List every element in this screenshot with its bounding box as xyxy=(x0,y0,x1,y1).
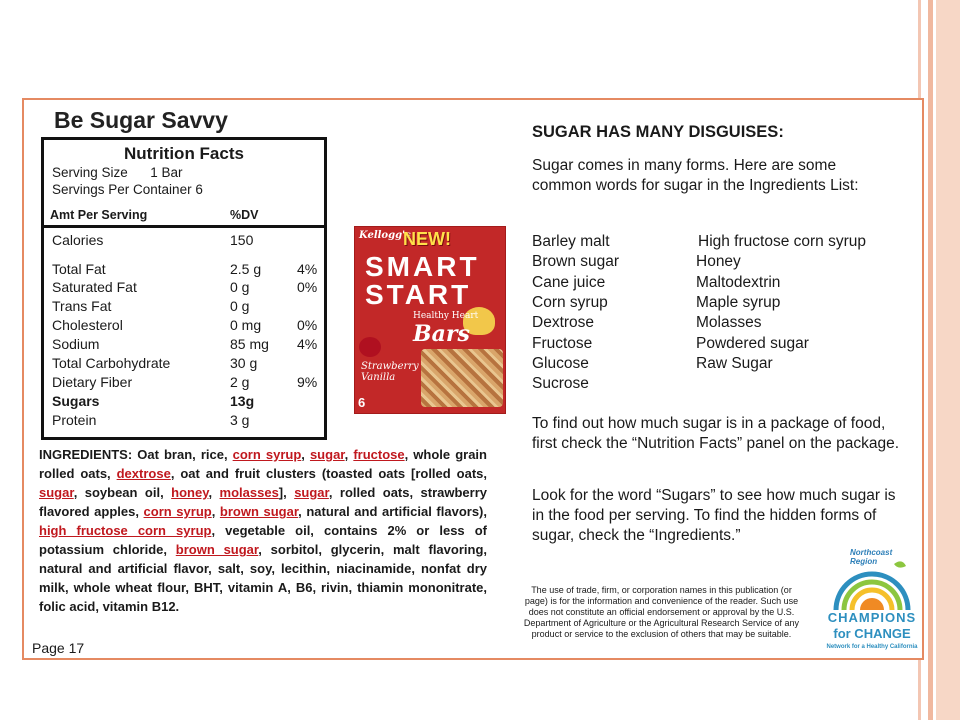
nutrient-name: Calories xyxy=(52,232,104,248)
nutrient-percent: 4% xyxy=(297,261,318,277)
ingredient-text: , xyxy=(301,447,310,462)
strawberry-icon xyxy=(359,337,381,357)
cereal-bar-picture xyxy=(421,349,503,407)
nutrient-percent: 9% xyxy=(297,374,318,390)
page-title: Be Sugar Savvy xyxy=(54,107,228,133)
product-bars-label: Bars xyxy=(413,321,470,347)
sugar-highlight: corn syrup xyxy=(143,504,212,519)
sugar-name-item: Corn syrup xyxy=(532,293,608,311)
ingredient-text: , rolled oats, strawberry flavored apples, xyxy=(39,485,488,519)
sugar-highlight: molasses xyxy=(219,485,279,500)
nutrient-row xyxy=(52,393,324,412)
ingredient-text: , soybean oil, xyxy=(73,485,172,500)
sugar-name-item: Maple syrup xyxy=(696,293,781,311)
nutrient-name: Total Fat xyxy=(52,261,106,277)
nutrient-name: Total Carbohydrate xyxy=(52,355,171,371)
ingredient-text: , natural and artificial flavors), xyxy=(298,504,487,519)
sugar-name-item: Molasses xyxy=(696,314,762,332)
nutrient-amount: 13g xyxy=(230,393,255,409)
nutrient-amount: 150 xyxy=(230,232,254,248)
sugar-highlight: dextrose xyxy=(116,466,171,481)
find-sugar-text: To find out how much sugar is in a package of food, first check the “Nutrition Facts” panel on the package. xyxy=(532,415,900,452)
product-count: 6 xyxy=(358,395,366,410)
nutrient-name: Sugars xyxy=(52,393,100,409)
logo-line1: CHAMPIONS xyxy=(827,610,917,625)
sugar-name-item: Sucrose xyxy=(532,375,589,393)
sugar-highlight: brown sugar xyxy=(175,542,259,557)
amt-per-serving-label: Amt Per Serving xyxy=(50,208,148,222)
sugar-highlight: corn syrup xyxy=(232,447,302,462)
nutrient-row xyxy=(52,355,324,374)
nutrient-amount: 0 g xyxy=(230,279,250,295)
nutrient-row xyxy=(52,317,324,336)
nutrient-name: Protein xyxy=(52,412,97,428)
product-new-badge: NEW! xyxy=(403,229,451,249)
sugar-highlight: sugar xyxy=(39,485,74,500)
ingredient-text: , sorbitol, glycerin, malt flavoring, natural and artificial flavor, salt, soy, lecithin, niacinamide, nonfat dry milk, whole wheat flour, BHT, vitamin A, B6, rivin, thiamin mononitrate, folic acid, vitamin B12. xyxy=(39,542,487,614)
nutrient-amount: 30 g xyxy=(230,355,258,371)
nutrient-name: Trans Fat xyxy=(52,298,112,314)
nutrient-amount: 2 g xyxy=(230,374,250,390)
sugar-name-item: Barley malt xyxy=(532,233,610,250)
sugar-name-item: Raw Sugar xyxy=(696,354,773,372)
nutrient-percent: 0% xyxy=(297,279,318,295)
sugar-name-item: Dextrose xyxy=(532,314,595,332)
ingredients-text xyxy=(39,445,487,616)
nutrient-amount: 0 g xyxy=(230,298,250,314)
sugar-highlight: brown sugar xyxy=(219,504,299,519)
nutrient-name: Dietary Fiber xyxy=(52,374,133,390)
sugar-highlight: fructose xyxy=(353,447,405,462)
logo-region: Northcoast Region xyxy=(850,548,893,566)
sugar-name-item: Fructose xyxy=(532,334,593,352)
product-box-image xyxy=(354,226,506,414)
ingredient-text: ], xyxy=(278,485,295,500)
nutrition-facts-title: Nutrition Facts xyxy=(124,144,244,163)
sugar-highlight: sugar xyxy=(294,485,329,500)
product-name-line1: SMART xyxy=(365,251,480,282)
nutrient-name: Sodium xyxy=(52,336,100,352)
servings-per-container: Servings Per Container 6 xyxy=(52,182,203,197)
champions-for-change-logo xyxy=(824,550,920,654)
nutrient-percent: 0% xyxy=(297,317,318,333)
nutrient-percent: 4% xyxy=(297,336,318,352)
sugar-highlight: high fructose corn syrup xyxy=(39,523,212,538)
nutrient-amount: 85 mg xyxy=(230,336,269,352)
decorative-stripe xyxy=(936,0,960,720)
sugar-highlight: honey xyxy=(171,485,209,500)
ingredient-text: , whole grain rolled oats, xyxy=(39,447,487,481)
serving-size: Serving Size 1 Bar xyxy=(52,165,183,180)
nutrient-row xyxy=(52,336,324,355)
ingredient-text: , xyxy=(211,504,220,519)
ingredient-text: , xyxy=(344,447,354,462)
sugar-name-item: High fructose corn syrup xyxy=(698,233,866,250)
product-brand: Kellogg's xyxy=(359,230,411,241)
nutrient-row xyxy=(52,374,324,393)
ingredients-label: INGREDIENTS: xyxy=(39,447,133,462)
product-name-line2: START xyxy=(365,279,472,310)
decorative-stripe xyxy=(928,0,933,720)
product-flavor: Strawberry Vanilla xyxy=(361,361,419,383)
sugar-highlight: sugar xyxy=(309,447,345,462)
sugar-name-item: Honey xyxy=(696,253,741,271)
sugar-name-item: Powdered sugar xyxy=(696,334,809,352)
logo-tagline: Network for a Healthy California xyxy=(826,644,918,650)
nutrient-row xyxy=(52,298,324,317)
sugar-disguises-section xyxy=(532,122,912,544)
nutrient-amount: 3 g xyxy=(230,412,250,428)
nutrient-name: Cholesterol xyxy=(52,317,123,333)
page-number: Page 17 xyxy=(32,640,85,656)
nutrient-amount: 2.5 g xyxy=(230,261,262,277)
disguises-intro: Sugar comes in many forms. Here are some common words for sugar in the Ingredients List: xyxy=(532,157,859,194)
ingredients-body xyxy=(39,447,487,614)
sugar-name-item: Brown sugar xyxy=(532,253,620,271)
nutrition-header-row xyxy=(44,205,324,228)
sugar-name-item: Glucose xyxy=(532,354,589,372)
product-subtitle: Healthy Heart xyxy=(413,311,479,321)
logo-line2: for CHANGE xyxy=(833,626,911,641)
ingredient-text: , oat and fruit clusters (toasted oats [rolled oats, xyxy=(170,466,487,481)
dv-label: %DV xyxy=(230,208,259,222)
ingredient-text: , xyxy=(208,485,220,500)
nutrient-amount: 0 mg xyxy=(230,317,262,333)
nutrient-row xyxy=(52,261,324,280)
disguises-heading: SUGAR HAS MANY DISGUISES: xyxy=(532,123,784,141)
nutrient-row xyxy=(52,279,324,298)
nutrient-row xyxy=(52,412,324,431)
disclaimer-text: The use of trade, firm, or corporation names in this publication (or page) is for the information and convenience of the reader. Such use does not constitute an official endorsement or approval by the U.S. Department of Agriculture or the Agricultural Research Service of any product or service to the exclusion of others that may be suitable. xyxy=(523,585,800,639)
look-sugars-text: Look for the word “Sugars” to see how much sugar is in the food per serving. To find the hidden forms of sugar, check the “Ingredients.” xyxy=(532,487,896,544)
slide-panel xyxy=(22,98,924,660)
sugar-name-item: Cane juice xyxy=(532,273,606,291)
nutrient-row xyxy=(52,232,324,251)
sugar-name-item: Maltodextrin xyxy=(696,273,781,291)
ingredient-text: , vegetable oil, contains 2% or less of potassium chloride, xyxy=(39,523,487,557)
nutrient-name: Saturated Fat xyxy=(52,279,137,295)
nutrition-facts-panel xyxy=(41,137,327,440)
ingredient-text: Oat bran, rice, xyxy=(132,447,233,462)
